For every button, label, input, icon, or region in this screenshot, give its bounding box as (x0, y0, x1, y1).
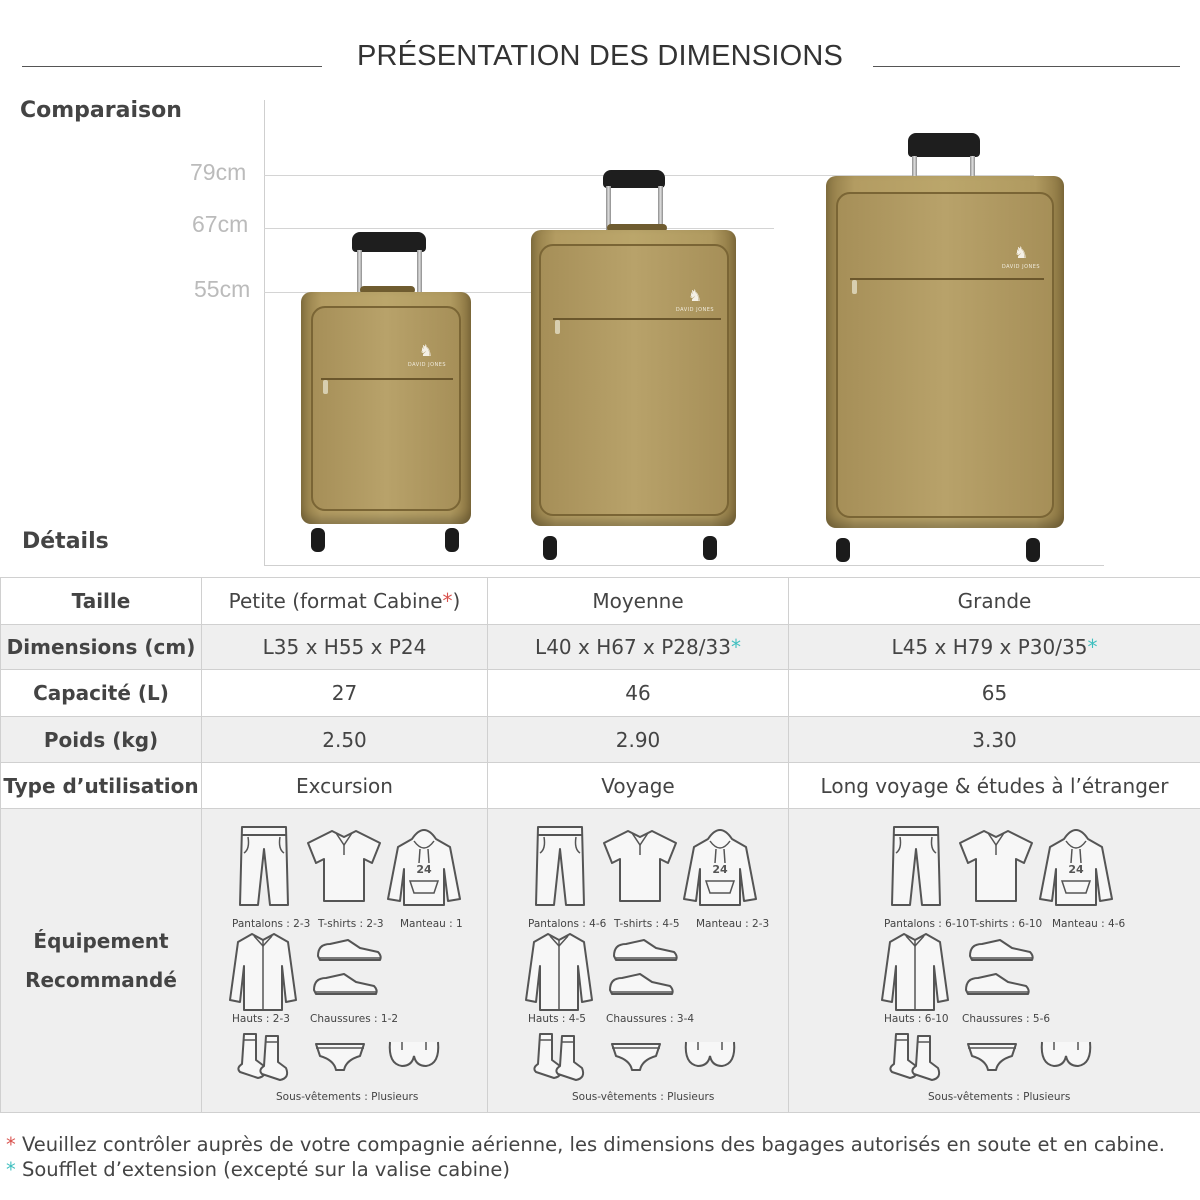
front-panel (311, 306, 461, 511)
cell-capacity-small: 27 (202, 670, 488, 717)
equipment-pants-label: Pantalons : 2-3 (232, 917, 311, 930)
comparison-heading: Comparaison (20, 98, 182, 123)
cell-dimensions-small: L35 x H55 x P24 (202, 625, 488, 670)
handle-rod (912, 156, 917, 178)
equipment-tops-label: Hauts : 2-3 (232, 1012, 290, 1025)
footnote-red-star: * (6, 1133, 16, 1156)
suitcase-handle (352, 232, 426, 252)
suitcase-handle (603, 170, 665, 188)
footnote-expansion-text: Soufflet d’extension (excepté sur la valise cabine) (15, 1158, 510, 1181)
cell-usage-large: Long voyage & études à l’étranger (789, 763, 1200, 809)
svg-text:24: 24 (1068, 862, 1084, 876)
shoe-icon (314, 934, 384, 964)
cell-capacity-large: 65 (789, 670, 1200, 717)
brand-wordmark: DAVID JONES (407, 362, 447, 368)
sneaker-icon (962, 968, 1032, 998)
row-head-size: Taille (1, 578, 202, 625)
marker-67cm: 67cm (192, 211, 249, 237)
cell-usage-medium: Voyage (488, 763, 789, 809)
table-row-equipment (1, 809, 1200, 1113)
marker-55cm: 55cm (194, 276, 251, 302)
equipment-coat-label: Manteau : 2-3 (696, 917, 770, 930)
equipment-pants-label: Pantalons : 6-10 (884, 917, 970, 930)
bra-icon (386, 1038, 442, 1072)
svg-text:24: 24 (712, 862, 728, 876)
dimensions-medium-text: L40 x H67 x P28/33 (535, 635, 731, 659)
table-row-size (1, 578, 1200, 625)
tshirt-icon (304, 827, 384, 905)
equipment-tshirts-label: T-shirts : 6-10 (970, 917, 1043, 930)
equipment-grid-small (202, 810, 487, 1112)
cell-size-large: Grande (789, 578, 1200, 625)
equipment-tops-label: Hauts : 6-10 (884, 1012, 949, 1025)
shirt-icon (880, 930, 950, 1012)
bra-icon (682, 1038, 738, 1072)
row-head-capacity: Capacité (L) (1, 670, 202, 717)
brand-wordmark: DAVID JONES (1001, 264, 1041, 270)
title-rule-right (873, 66, 1180, 67)
equipment-pants-label: Pantalons : 4-6 (528, 917, 607, 930)
size-small-text: Petite (format Cabine (228, 589, 443, 613)
cell-size-medium: Moyenne (488, 578, 789, 625)
equipment-coat-label: Manteau : 1 (400, 917, 463, 930)
sock-icon (234, 1032, 292, 1082)
row-head-weight: Poids (kg) (1, 717, 202, 763)
footnote-teal-star: * (6, 1158, 16, 1181)
page-title: PRÉSENTATION DES DIMENSIONS (356, 40, 844, 72)
brand-logo-icon: ♞ (1013, 243, 1029, 262)
shirt-icon (228, 930, 298, 1012)
sneaker-icon (606, 968, 676, 998)
front-panel (836, 192, 1054, 518)
wheel (543, 536, 557, 560)
wheel (311, 528, 325, 552)
wheel (703, 536, 717, 560)
equipment-shoes-label: Chaussures : 5-6 (962, 1012, 1051, 1025)
suitcase-handle (908, 133, 980, 157)
front-panel (539, 244, 729, 516)
zip-pull (852, 280, 857, 294)
dimensions-large-text: L45 x H79 x P30/35 (891, 635, 1088, 659)
equipment-underwear-label: Sous-vêtements : Plusieurs (276, 1090, 419, 1103)
shirt-icon (524, 930, 594, 1012)
sneaker-icon (310, 968, 380, 998)
table-row-usage (1, 763, 1200, 809)
equipment-underwear-label: Sous-vêtements : Plusieurs (572, 1090, 715, 1103)
tshirt-icon (600, 827, 680, 905)
dimensions-medium-star: * (730, 635, 741, 659)
comparison-y-axis (264, 100, 265, 566)
bra-icon (1038, 1038, 1094, 1072)
wheel (836, 538, 850, 562)
wheel (1026, 538, 1040, 562)
brand-logo-icon: ♞ (687, 286, 703, 305)
footnote-baggage-text: Veuillez contrôler auprès de votre compagnie aérienne, les dimensions des bagages autorisés en soute et en cabine. (15, 1133, 1165, 1156)
equipment-heading-line1: Équipement (33, 928, 169, 953)
equipment-grid-medium (488, 810, 788, 1112)
brand-logo-icon: ♞ (418, 341, 434, 360)
handle-rod (970, 156, 975, 178)
sock-icon (530, 1032, 588, 1082)
row-head-equipment (1, 809, 202, 1113)
suitcase-large (820, 130, 1070, 570)
zip-line (553, 318, 721, 320)
size-small-close: ) (452, 589, 461, 613)
tshirt-icon (956, 827, 1036, 905)
marker-79cm: 79cm (190, 159, 247, 185)
brief-icon (312, 1040, 368, 1074)
equipment-tshirts-label: T-shirts : 2-3 (318, 917, 384, 930)
cell-dimensions-medium (488, 625, 789, 670)
equipment-heading-line2: Recommandé (25, 967, 177, 992)
suitcase-medium (525, 168, 745, 568)
size-small-star: * (442, 589, 453, 613)
zip-pull (323, 380, 328, 394)
details-heading: Détails (22, 529, 109, 554)
handle-rod (417, 250, 422, 296)
equipment-tops-label: Hauts : 4-5 (528, 1012, 586, 1025)
brief-icon (964, 1040, 1020, 1074)
shoe-icon (966, 934, 1036, 964)
hoodie-icon (386, 825, 462, 907)
zip-line (321, 378, 453, 380)
equipment-grid-large (789, 810, 1200, 1112)
equipment-coat-label: Manteau : 4-6 (1052, 917, 1126, 930)
cell-weight-large: 3.30 (789, 717, 1200, 763)
sock-icon (886, 1032, 944, 1082)
equipment-shoes-label: Chaussures : 3-4 (606, 1012, 695, 1025)
cell-capacity-medium: 46 (488, 670, 789, 717)
cell-dimensions-large (789, 625, 1200, 670)
brand-wordmark: DAVID JONES (675, 307, 715, 313)
footnote-expansion (6, 1158, 510, 1181)
svg-text:24: 24 (416, 862, 432, 876)
suitcase-small (295, 230, 480, 570)
cell-equipment-large (789, 809, 1200, 1113)
cell-size-small (202, 578, 488, 625)
cell-weight-small: 2.50 (202, 717, 488, 763)
pants-icon (888, 823, 944, 909)
table-row-capacity (1, 670, 1200, 717)
wheel (445, 528, 459, 552)
hoodie-icon (1038, 825, 1114, 907)
row-head-dimensions: Dimensions (cm) (1, 625, 202, 670)
pants-icon (532, 823, 588, 909)
cell-usage-small: Excursion (202, 763, 488, 809)
equipment-tshirts-label: T-shirts : 4-5 (614, 917, 680, 930)
cell-equipment-medium (488, 809, 789, 1113)
equipment-shoes-label: Chaussures : 1-2 (310, 1012, 399, 1025)
specs-table (0, 577, 1200, 1113)
table-row-dimensions (1, 625, 1200, 670)
hoodie-icon (682, 825, 758, 907)
footnote-baggage (6, 1133, 1165, 1156)
cell-weight-medium: 2.90 (488, 717, 789, 763)
zip-line (850, 278, 1044, 280)
dimensions-large-star: * (1087, 635, 1098, 659)
brief-icon (608, 1040, 664, 1074)
equipment-underwear-label: Sous-vêtements : Plusieurs (928, 1090, 1071, 1103)
shoe-icon (610, 934, 680, 964)
row-head-usage: Type d’utilisation (1, 763, 202, 809)
pants-icon (236, 823, 292, 909)
zip-pull (555, 320, 560, 334)
table-row-weight (1, 717, 1200, 763)
cell-equipment-small (202, 809, 488, 1113)
